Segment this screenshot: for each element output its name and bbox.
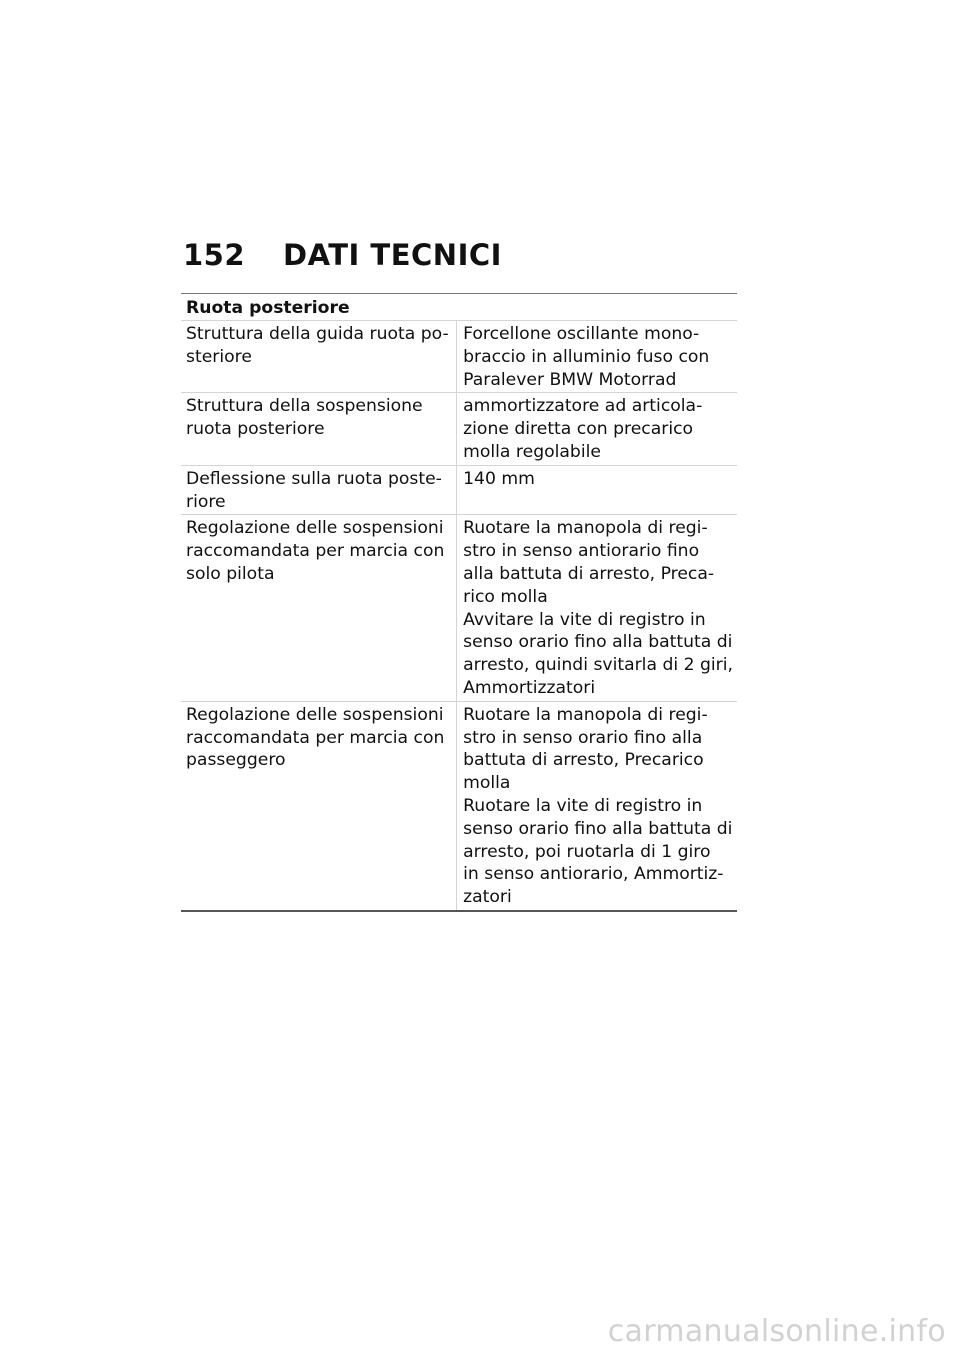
table-row <box>181 465 737 515</box>
spec-value-line: braccio in alluminio fuso con <box>463 346 710 367</box>
spec-value <box>457 393 737 465</box>
spec-value-line: molla regolabile <box>463 441 601 462</box>
section-title: DATI TECNICI <box>283 238 502 272</box>
table-row <box>181 321 737 393</box>
spec-value-line: alla battuta di arresto, Preca- <box>463 563 715 584</box>
spec-value-line: Ruotare la manopola di regi- <box>463 518 708 539</box>
table-row <box>181 701 737 911</box>
spec-value-line: Paralever BMW Motorrad <box>463 369 677 390</box>
spec-label-line: Struttura della sospensione <box>186 396 423 417</box>
spec-value-line: Avvitare la vite di registro in <box>463 609 706 630</box>
spec-label <box>181 321 457 393</box>
spec-label-line: ruota posteriore <box>186 419 325 440</box>
technical-data-table <box>181 293 737 912</box>
spec-value-line: ammortizzatore ad articola- <box>463 396 703 417</box>
table-row <box>181 393 737 465</box>
spec-label-line: riore <box>186 491 226 512</box>
spec-value-line: Ruotare la vite di registro in <box>463 795 703 816</box>
page-number: 152 <box>183 238 246 272</box>
spec-value-line: zione diretta con precarico <box>463 419 694 440</box>
spec-label-line: Struttura della guida ruota po- <box>186 324 449 344</box>
spec-value-line: zatori <box>463 887 512 908</box>
spec-label-line: solo pilota <box>186 563 275 584</box>
spec-value <box>457 515 737 701</box>
page-header <box>183 238 502 272</box>
spec-label-line: raccomandata per marcia con <box>186 541 445 562</box>
spec-value-line: Ruotare la manopola di regi- <box>463 704 708 725</box>
spec-value-line: arresto, poi ruotarla di 1 giro <box>463 841 711 862</box>
spec-label-line: Regolazione delle sospensioni <box>186 704 444 725</box>
spec-value <box>457 465 737 515</box>
spec-value <box>457 701 737 911</box>
spec-value-line: senso orario fino alla battuta di <box>463 818 733 839</box>
spec-label-line: Regolazione delle sospensioni <box>186 518 444 539</box>
spec-value-line: Ammortizzatori <box>463 677 596 698</box>
spec-value-line: stro in senso orario fino alla <box>463 727 703 748</box>
spec-value-line: rico molla <box>463 586 548 607</box>
spec-label-line: Deflessione sulla ruota poste- <box>186 468 442 489</box>
table-section-heading: Ruota posteriore <box>181 294 737 321</box>
spec-value-line: stro in senso antiorario fino <box>463 541 700 562</box>
spec-label-line: passeggero <box>186 750 286 771</box>
spec-value-line: senso orario fino alla battuta di <box>463 632 733 653</box>
spec-value <box>457 321 737 393</box>
spec-label <box>181 393 457 465</box>
spec-label <box>181 465 457 515</box>
spec-value-line: in senso antiorario, Ammortiz- <box>463 864 724 885</box>
table-row <box>181 515 737 701</box>
spec-value-line: molla <box>463 773 511 794</box>
table-section-heading-row <box>181 294 737 321</box>
watermark: carmanualsonline.info <box>607 1314 946 1349</box>
spec-value-line: arresto, quindi svitarla di 2 giri, <box>463 655 733 676</box>
spec-label <box>181 701 457 911</box>
spec-label-line: raccomandata per marcia con <box>186 727 445 748</box>
spec-value-line: Forcellone oscillante mono- <box>463 324 700 344</box>
spec-value-line: 140 mm <box>463 468 535 489</box>
spec-value-line: battuta di arresto, Precarico <box>463 750 704 771</box>
spec-label-line: steriore <box>186 346 252 367</box>
spec-label <box>181 515 457 701</box>
